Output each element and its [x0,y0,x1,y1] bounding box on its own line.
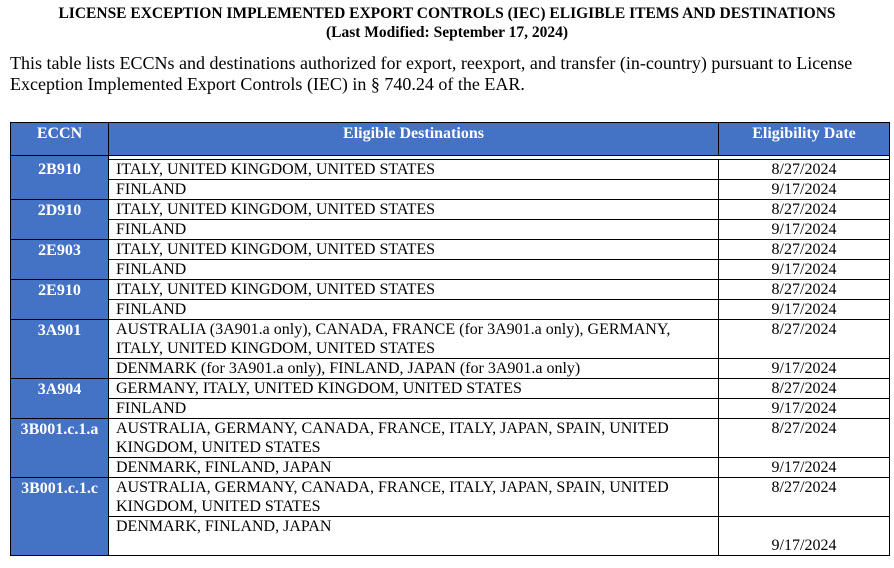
table-row [11,159,890,179]
destinations-cell: FINLAND [109,259,719,279]
destinations-cell: AUSTRALIA, GERMANY, CANADA, FRANCE, ITALY, JAPAN, SPAIN, UNITED KINGDOM, UNITED STATES [109,418,719,457]
destinations-cell: ITALY, UNITED KINGDOM, UNITED STATES [109,159,719,179]
destinations-cell: FINLAND [109,398,719,418]
eccn-cell: 3A901 [11,319,109,378]
destinations-cell: FINLAND [109,179,719,199]
table-row [11,259,890,279]
date-cell: 8/27/2024 [719,378,890,398]
date-cell: 9/17/2024 [719,219,890,239]
table-row [11,239,890,259]
table-row [11,378,890,398]
date-cell: 8/27/2024 [719,319,890,358]
eccn-cell: 3B001.c.1.c [11,477,109,555]
date-cell: 8/27/2024 [719,279,890,299]
destinations-cell: DENMARK, FINLAND, JAPAN [109,516,719,555]
intro-paragraph: This table lists ECCNs and destinations authorized for export, reexport, and transfer (in-country) pursuant to License Exception Implemented Export Controls (IEC) in § 740.24 of the EAR. [10,53,853,94]
date-cell: 9/17/2024 [719,398,890,418]
eccn-cell: 3B001.c.1.a [11,418,109,477]
destinations-cell: ITALY, UNITED KINGDOM, UNITED STATES [109,199,719,219]
destinations-cell: FINLAND [109,219,719,239]
table-row [11,219,890,239]
date-cell: 9/17/2024 [719,259,890,279]
date-cell: 9/17/2024 [719,179,890,199]
table-header-row [11,123,890,156]
table-row [11,279,890,299]
destinations-cell: DENMARK (for 3A901.a only), FINLAND, JAPAN (for 3A901.a only) [109,358,719,378]
title-text: LICENSE EXCEPTION IMPLEMENTED EXPORT CONTROLS (IEC) ELIGIBLE ITEMS AND DESTINATIONS [58,5,836,22]
table-row [11,418,890,457]
eccn-cell: 2E910 [11,279,109,319]
eccn-cell: 2D910 [11,199,109,239]
table-row [11,477,890,516]
last-modified: (Last Modified: September 17, 2024) [325,24,569,41]
table-row [11,319,890,358]
destinations-cell: FINLAND [109,299,719,319]
date-cell: 9/17/2024 [719,457,890,477]
destinations-cell: ITALY, UNITED KINGDOM, UNITED STATES [109,239,719,259]
document-title [0,4,894,42]
date-cell: 8/27/2024 [719,239,890,259]
iec-table [10,122,890,556]
table-row [11,358,890,378]
table-row [11,398,890,418]
date-cell: 9/17/2024 [719,516,890,555]
header-date: Eligibility Date [719,123,890,156]
header-eccn: ECCN [11,123,109,156]
eccn-cell: 3A904 [11,378,109,418]
date-cell: 8/27/2024 [719,199,890,219]
destinations-cell: GERMANY, ITALY, UNITED KINGDOM, UNITED STATES [109,378,719,398]
date-cell: 8/27/2024 [719,477,890,516]
eccn-cell: 2E903 [11,239,109,279]
destinations-cell: AUSTRALIA (3A901.a only), CANADA, FRANCE (for 3A901.a only), GERMANY, ITALY, UNITED KINGDOM, UNITED STATES [109,319,719,358]
table-row [11,299,890,319]
destinations-cell: ITALY, UNITED KINGDOM, UNITED STATES [109,279,719,299]
table-row [11,179,890,199]
date-cell: 9/17/2024 [719,299,890,319]
table-row [11,516,890,555]
eccn-cell: 2B910 [11,159,109,199]
table-row [11,457,890,477]
destinations-cell: DENMARK, FINLAND, JAPAN [109,457,719,477]
date-cell: 8/27/2024 [719,159,890,179]
destinations-cell: AUSTRALIA, GERMANY, CANADA, FRANCE, ITALY, JAPAN, SPAIN, UNITED KINGDOM, UNITED STATES [109,477,719,516]
table-row [11,199,890,219]
date-cell: 8/27/2024 [719,418,890,457]
header-destinations: Eligible Destinations [109,123,719,156]
date-cell: 9/17/2024 [719,358,890,378]
